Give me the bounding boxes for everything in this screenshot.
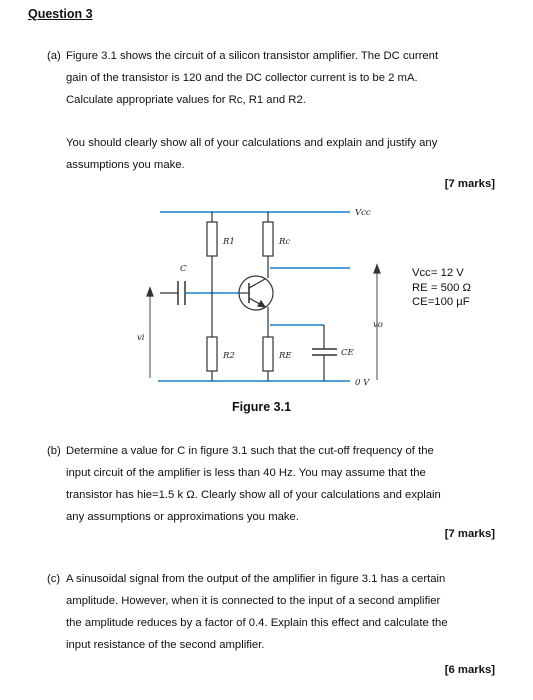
part-c-line-3: the amplitude reduces by a factor of 0.4. Explain this effect and calculate the — [66, 617, 448, 629]
c-label: C — [180, 264, 187, 274]
vi-label: vi — [137, 333, 145, 343]
part-c-marks: [6 marks] — [444, 664, 495, 676]
part-c-line-1: A sinusoidal signal from the output of the amplifier in figure 3.1 has a certain — [66, 573, 446, 585]
figure-caption: Figure 3.1 — [232, 400, 292, 414]
r2-label: R2 — [223, 351, 235, 361]
ce-label: CE — [341, 348, 354, 358]
part-c-line-2: amplitude. However, when it is connected to the input of a second amplifier — [66, 595, 441, 607]
question-title: Question 3 — [28, 7, 93, 21]
rc-label: Rc — [279, 237, 291, 247]
zero-v-label: 0 V — [355, 378, 370, 388]
part-a-extra-line-2: assumptions you make. — [66, 159, 185, 171]
re-label: RE — [279, 351, 292, 361]
part-a-line-1: Figure 3.1 shows the circuit of a silicon transistor amplifier. The DC current — [66, 50, 439, 62]
re-resistor — [263, 337, 273, 371]
part-a-extra-line-1: You should clearly show all of your calculations and explain and justify any — [66, 137, 438, 149]
r1-label: R1 — [223, 237, 235, 247]
spec-ce: CE=100 µF — [412, 296, 470, 308]
spec-re: RE = 500 Ω — [412, 281, 471, 294]
part-a-marks: [7 marks] — [444, 178, 495, 190]
vcc-label: Vcc — [355, 208, 371, 218]
component-specs — [412, 266, 471, 310]
r2-resistor — [207, 337, 217, 371]
spec-vcc: Vcc= 12 V — [412, 267, 464, 279]
part-c-prefix: (c) — [47, 573, 61, 585]
vo-label: vo — [373, 320, 383, 330]
part-b-line-3: transistor has hie=1.5 k Ω. Clearly show all of your calculations and explain — [66, 489, 441, 501]
part-b-line-2: input circuit of the amplifier is less than 40 Hz. You may assume that the — [66, 467, 426, 479]
part-b-marks: [7 marks] — [444, 528, 495, 540]
part-a-line-2: gain of the transistor is 120 and the DC collector current is to be 2 mA. — [66, 72, 418, 84]
part-a-prefix: (a) — [47, 50, 61, 62]
rc-resistor — [263, 222, 273, 256]
part-b-line-1: Determine a value for C in figure 3.1 such that the cut-off frequency of the — [66, 445, 434, 457]
part-a-line-3: Calculate appropriate values for Rc, R1 and R2. — [66, 94, 306, 106]
r1-resistor — [207, 222, 217, 256]
part-c-line-4: input resistance of the second amplifier. — [66, 639, 265, 651]
part-b-prefix: (b) — [47, 445, 61, 457]
part-b-line-4: any assumptions or approximations you make. — [66, 511, 299, 523]
